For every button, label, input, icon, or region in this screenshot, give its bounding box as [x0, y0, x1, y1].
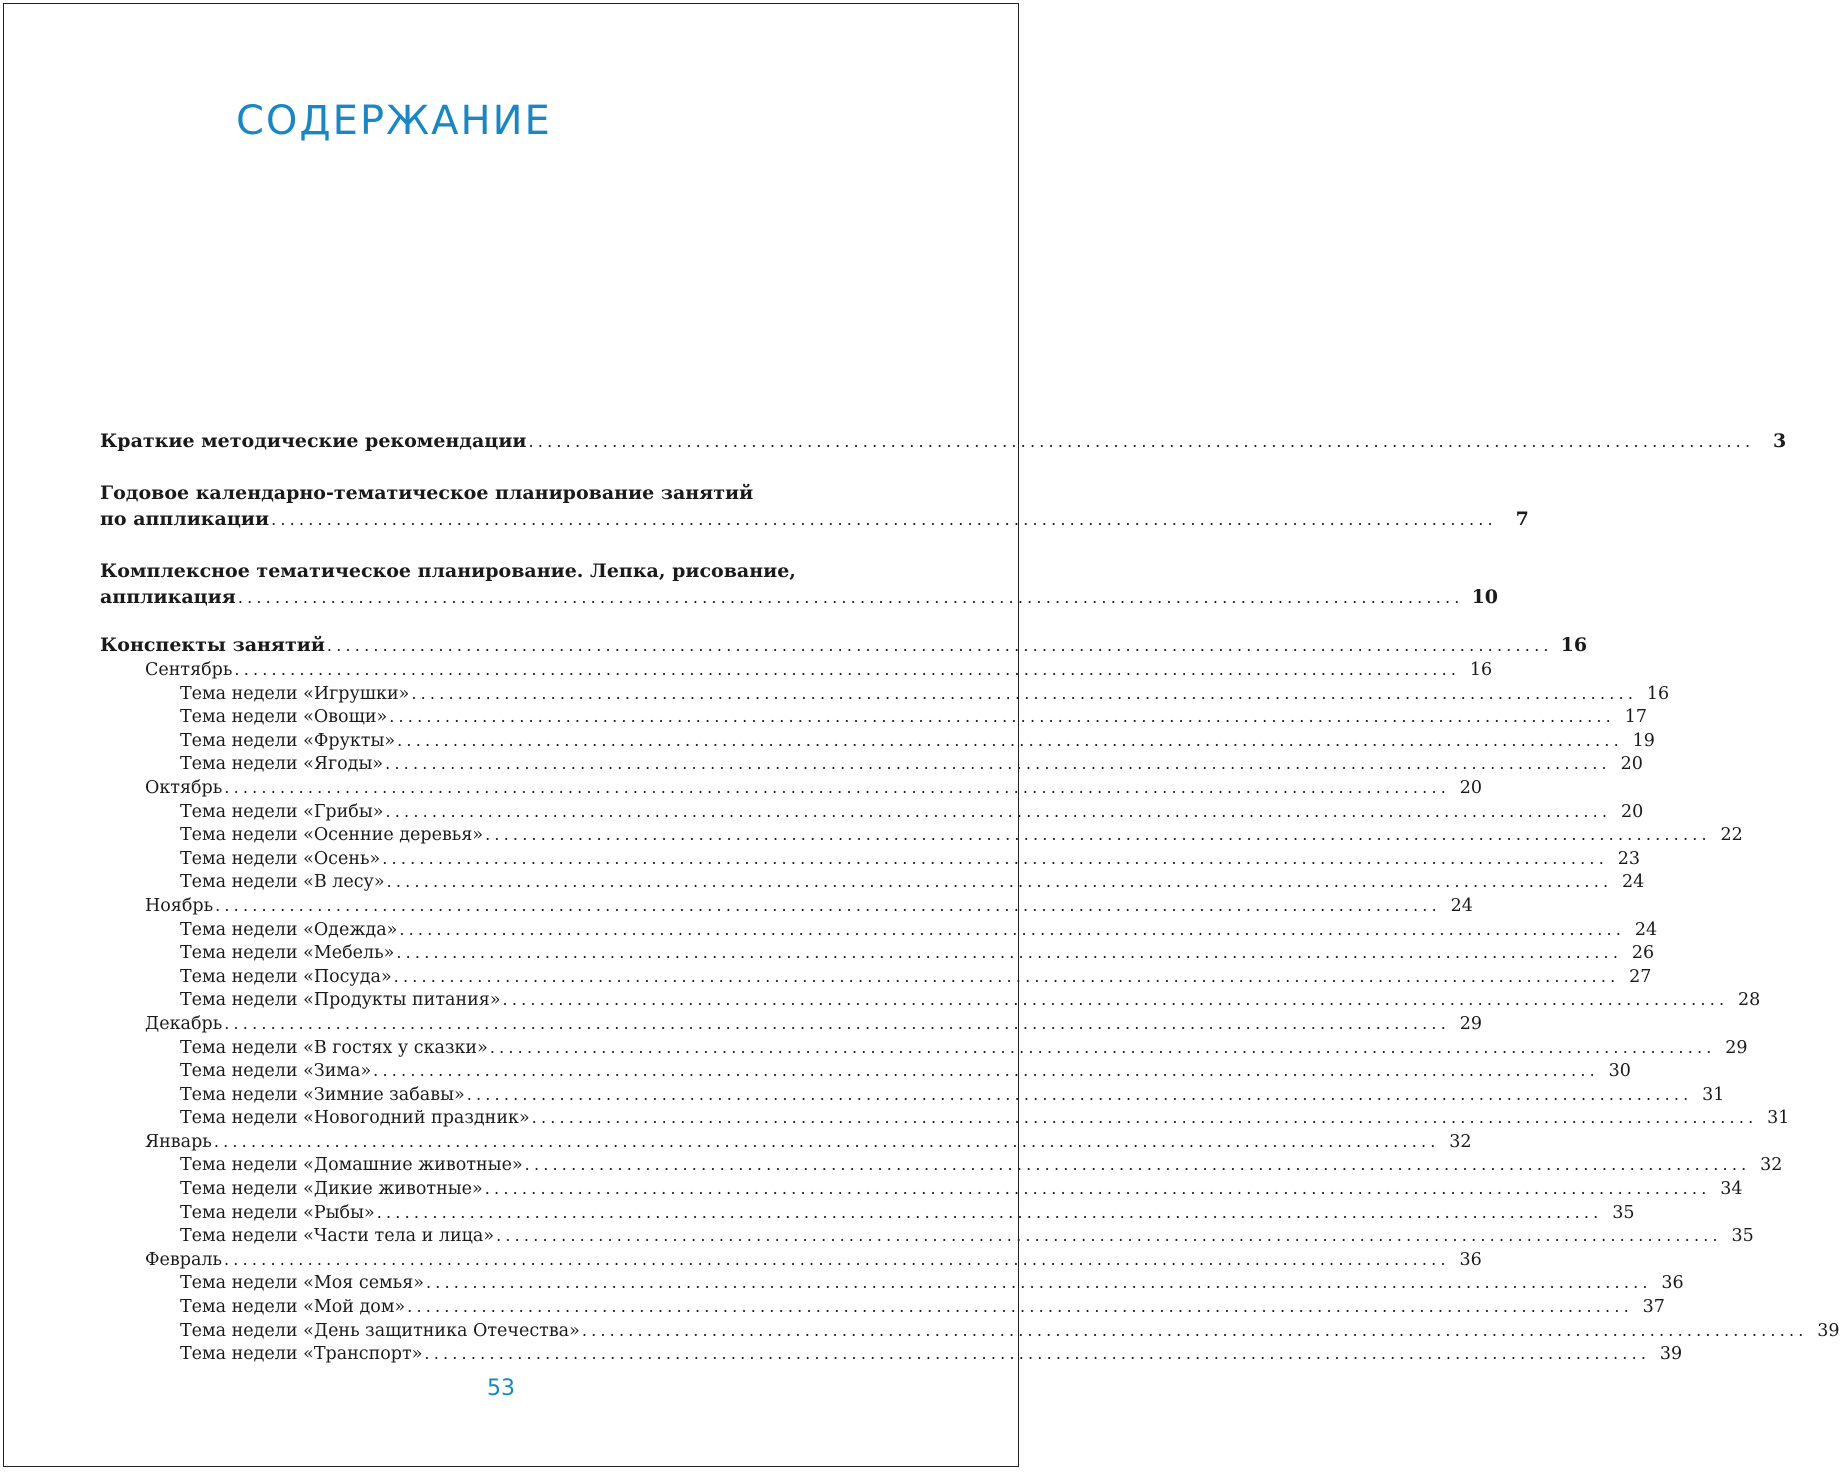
- toc-page-number: 37: [1642, 1297, 1665, 1318]
- toc-page-number: 26: [1631, 943, 1655, 964]
- toc-page-number: 27: [1629, 966, 1652, 987]
- toc-week-label: Тема недели «Овощи»: [180, 707, 388, 728]
- toc-week-label: Тема недели «Посуда»: [180, 966, 392, 987]
- leader-dots: ....................................................................................................................................: [411, 683, 1638, 703]
- toc-month-item[interactable]: [100, 777, 1483, 802]
- toc-page-number: 17: [1624, 707, 1647, 728]
- toc-entry-label: Конспекты занятий: [100, 634, 325, 656]
- toc-page-number: 29: [1725, 1037, 1748, 1058]
- leader-dots: ....................................................................................................................................: [424, 1344, 1651, 1364]
- toc-week-item[interactable]: [100, 1061, 1631, 1085]
- toc-week-label: Тема недели «Зима»: [180, 1061, 372, 1082]
- toc-page-number: 28: [1738, 990, 1761, 1011]
- toc-week-label: Тема недели «Части тела и лица»: [180, 1226, 495, 1247]
- toc-week-label: Тема недели «Грибы»: [180, 801, 384, 822]
- toc-week-item[interactable]: [100, 848, 1640, 873]
- leader-dots: ....................................................................................................................................: [386, 872, 1613, 892]
- leader-dots: ....................................................................................................................................: [373, 1061, 1599, 1081]
- toc-week-label: Тема недели «Ягоды»: [180, 754, 384, 775]
- toc-week-label: Тема недели «Моя семья»: [180, 1273, 424, 1294]
- toc-page-number: 31: [1767, 1108, 1790, 1129]
- toc-week-item[interactable]: [100, 1179, 1743, 1203]
- toc-week-item[interactable]: [100, 1297, 1665, 1321]
- toc-month-label: Октябрь: [145, 777, 223, 798]
- toc-page-number: 24: [1622, 872, 1645, 893]
- toc-week-label: Тема недели «Зимние забавы»: [180, 1084, 465, 1105]
- toc-month-label: Январь: [145, 1131, 212, 1152]
- leader-dots: ....................................................................................................................................: [524, 1155, 1751, 1175]
- toc-week-label: Тема недели «Продукты питания»: [180, 990, 501, 1011]
- months-list: [100, 660, 1840, 1368]
- toc-page-number: 22: [1720, 825, 1743, 846]
- leader-dots: ....................................................................................................................................: [396, 943, 1623, 963]
- toc-entry-label: по аппликации: [100, 508, 270, 530]
- toc-week-item[interactable]: [100, 1037, 1748, 1062]
- toc-page-number: 31: [1702, 1084, 1725, 1105]
- toc-page-number: 36: [1459, 1249, 1482, 1270]
- toc-week-item[interactable]: [100, 754, 1643, 778]
- toc-week-label: Тема недели «Новогодний праздник»: [180, 1108, 530, 1129]
- toc-week-item[interactable]: [100, 825, 1743, 849]
- toc-week-item[interactable]: [100, 919, 1658, 944]
- toc-entry-first-line: Комплексное тематическое планирование. Лепка, рисование,: [100, 560, 796, 582]
- toc-week-label: Тема недели «В лесу»: [180, 872, 385, 893]
- toc-page-number: 24: [1634, 919, 1658, 940]
- toc-month-item[interactable]: [100, 895, 1473, 920]
- toc-page-number: 32: [1449, 1131, 1472, 1152]
- leader-dots: ....................................................................................................................................: [528, 432, 1755, 451]
- leader-dots: ....................................................................................................................................: [215, 895, 1441, 915]
- leader-dots: ....................................................................................................................................: [425, 1273, 1652, 1293]
- toc-entry-annual-planning[interactable]: [100, 478, 1529, 538]
- leader-dots: ....................................................................................................................................: [385, 754, 1611, 774]
- toc-page-number: 29: [1459, 1013, 1482, 1034]
- toc-week-item[interactable]: [100, 730, 1655, 755]
- toc-entry-first-line: Годовое календарно-тематическое планирование занятий: [100, 482, 754, 504]
- toc-week-label: Тема недели «Мебель»: [180, 943, 395, 964]
- leader-dots: ....................................................................................................................................: [484, 1179, 1711, 1199]
- toc-page-number: 39: [1817, 1320, 1840, 1341]
- toc-entry-complex-planning[interactable]: [100, 556, 1499, 616]
- toc-week-label: Тема недели «Одежда»: [180, 919, 398, 940]
- toc-week-label: Тема недели «Транспорт»: [180, 1344, 423, 1365]
- leader-dots: ....................................................................................................................................: [237, 588, 1464, 607]
- leader-dots: ....................................................................................................................................: [224, 1013, 1450, 1033]
- leader-dots: ....................................................................................................................................: [213, 1131, 1440, 1151]
- toc-month-label: Ноябрь: [145, 895, 214, 916]
- leader-dots: ....................................................................................................................................: [385, 801, 1612, 821]
- toc-week-item[interactable]: [100, 1202, 1635, 1227]
- toc-page-number: 16: [1469, 660, 1493, 680]
- leader-dots: ....................................................................................................................................: [399, 919, 1626, 939]
- toc-page-number: 34: [1720, 1179, 1743, 1200]
- toc-page-number: 20: [1620, 754, 1643, 775]
- leader-dots: ....................................................................................................................................: [376, 1202, 1603, 1222]
- toc-week-item[interactable]: [100, 872, 1645, 896]
- toc-week-item[interactable]: [100, 1155, 1783, 1179]
- toc-page-number: 35: [1612, 1202, 1635, 1223]
- toc-week-item[interactable]: [100, 990, 1761, 1014]
- toc-week-item[interactable]: [100, 1344, 1683, 1368]
- toc-week-label: Тема недели «День защитника Отечества»: [180, 1320, 580, 1341]
- toc-page-number: 32: [1760, 1155, 1783, 1176]
- leader-dots: ....................................................................................................................................: [234, 660, 1461, 679]
- leader-dots: ....................................................................................................................................: [489, 1037, 1716, 1057]
- toc-entry-label: Краткие методические рекомендации: [100, 430, 527, 452]
- leader-dots: ....................................................................................................................................: [485, 825, 1711, 845]
- toc-page-number: 10: [1471, 586, 1499, 608]
- leader-dots: ....................................................................................................................................: [224, 777, 1451, 797]
- toc-week-item[interactable]: [100, 966, 1652, 991]
- leader-dots: ....................................................................................................................................: [496, 1226, 1722, 1246]
- toc-week-item[interactable]: [100, 1226, 1754, 1250]
- toc-page-number: 3: [1773, 430, 1787, 452]
- leader-dots: ....................................................................................................................................: [393, 966, 1620, 986]
- toc-page-number: 30: [1608, 1061, 1631, 1082]
- toc-month-label: Декабрь: [145, 1013, 223, 1034]
- toc-page-number: 19: [1632, 730, 1655, 751]
- toc-week-item[interactable]: [100, 943, 1655, 967]
- leader-dots: ....................................................................................................................................: [502, 990, 1729, 1010]
- toc-week-item[interactable]: [100, 707, 1647, 731]
- leader-dots: ....................................................................................................................................: [581, 1320, 1808, 1340]
- toc-page-number: 24: [1450, 895, 1473, 916]
- toc-entry-label: аппликация: [100, 586, 236, 608]
- toc-page-number: 20: [1620, 801, 1644, 822]
- leader-dots: ....................................................................................................................................: [466, 1084, 1693, 1104]
- toc-month-label: Сентябрь: [145, 660, 233, 680]
- toc-week-label: Тема недели «Дикие животные»: [180, 1179, 483, 1200]
- toc-week-label: Тема недели «Фрукты»: [180, 730, 396, 751]
- toc-page-number: 23: [1617, 848, 1640, 869]
- toc-week-label: Тема недели «Мой дом»: [180, 1297, 406, 1318]
- toc-week-item[interactable]: [100, 1084, 1725, 1109]
- leader-dots: ....................................................................................................................................: [382, 848, 1608, 868]
- leader-dots: ....................................................................................................................................: [326, 636, 1553, 655]
- toc-page-number: 36: [1661, 1273, 1684, 1294]
- leader-dots: ....................................................................................................................................: [224, 1249, 1450, 1269]
- toc-page-number: 16: [1560, 634, 1588, 656]
- toc-page-number: 39: [1659, 1344, 1683, 1365]
- toc-month-item[interactable]: [100, 1131, 1472, 1156]
- toc-week-label: Тема недели «Игрушки»: [180, 683, 410, 704]
- toc-page-number: 35: [1731, 1226, 1754, 1247]
- toc-page-number: 7: [1515, 508, 1529, 530]
- toc-week-label: Тема недели «Осень»: [180, 848, 381, 869]
- toc-page-number: 16: [1646, 683, 1670, 704]
- leader-dots: ....................................................................................................................................: [407, 1297, 1633, 1317]
- page-title: СОДЕРЖАНИЕ: [236, 98, 552, 144]
- toc-week-item[interactable]: [100, 801, 1644, 826]
- toc-week-label: Тема недели «Домашние животные»: [180, 1155, 523, 1176]
- page-number: 53: [487, 1376, 515, 1401]
- toc-week-item[interactable]: [100, 683, 1670, 708]
- toc-week-label: Тема недели «Рыбы»: [180, 1202, 375, 1223]
- toc-week-label: Тема недели «В гостях у сказки»: [180, 1037, 488, 1058]
- leader-dots: ....................................................................................................................................: [531, 1108, 1758, 1128]
- toc-entry-lesson-notes[interactable]: [100, 634, 1588, 660]
- leader-dots: ....................................................................................................................................: [389, 707, 1615, 727]
- table-of-contents: [100, 430, 1840, 1368]
- toc-entry-recommendations[interactable]: [100, 430, 1787, 460]
- toc-page-number: 20: [1459, 777, 1483, 798]
- toc-month-item[interactable]: [100, 1249, 1482, 1274]
- toc-month-label: Февраль: [145, 1249, 223, 1270]
- toc-week-label: Тема недели «Осенние деревья»: [180, 825, 484, 846]
- leader-dots: ....................................................................................................................................: [397, 730, 1623, 750]
- toc-week-item[interactable]: [100, 1108, 1790, 1132]
- toc-month-item[interactable]: [100, 660, 1493, 684]
- toc-month-item[interactable]: [100, 1013, 1482, 1038]
- leader-dots: ....................................................................................................................................: [271, 510, 1497, 529]
- toc-week-item[interactable]: [100, 1273, 1684, 1297]
- toc-week-item[interactable]: [100, 1320, 1840, 1345]
